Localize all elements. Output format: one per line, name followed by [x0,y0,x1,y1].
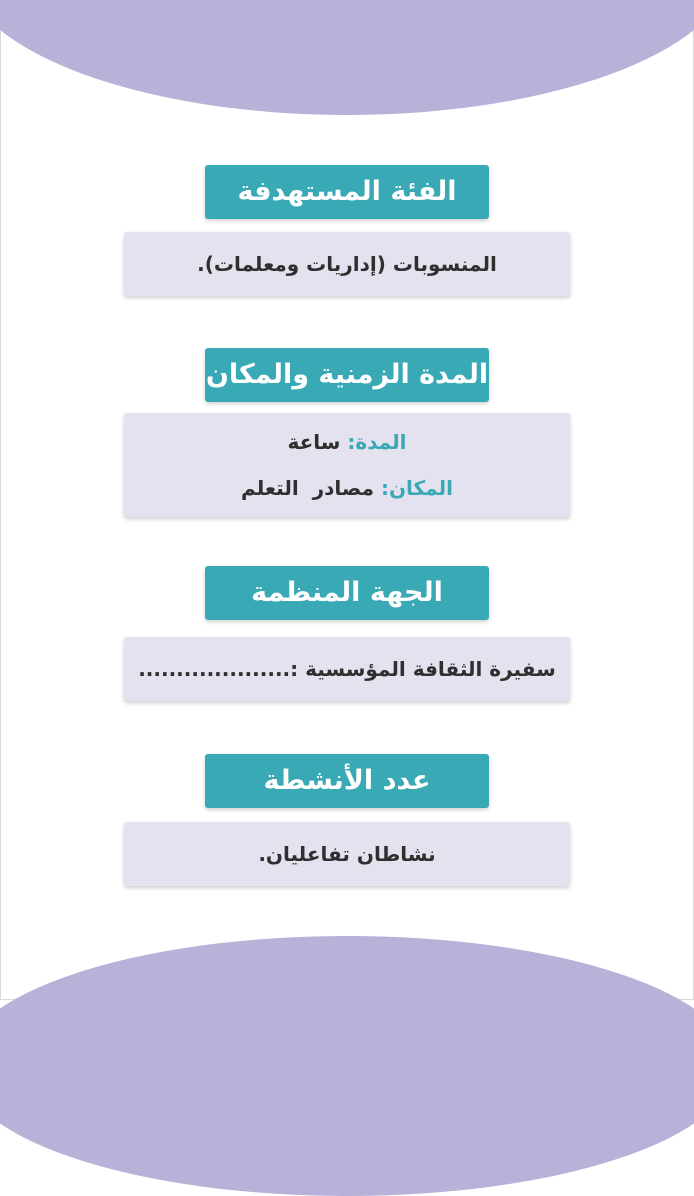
target-audience-box [124,232,570,296]
target-audience-text: المنسوبات (إداريات ومعلمات). [197,252,497,276]
target-audience-heading: الفئة المستهدفة [205,165,489,219]
duration-value: ساعة [287,430,341,454]
organizer-text: سفيرة الثقافة المؤسسية :.................... [138,657,556,681]
duration-place-heading: المدة الزمنية والمكان [205,348,489,402]
activities-count-text: نشاطان تفاعليان. [258,842,436,866]
organizer-box [124,637,570,701]
activities-count-box [124,822,570,886]
duration-label: المدة: [347,430,407,454]
bottom-wave-decoration [0,936,694,1196]
place-label: المكان: [380,476,453,500]
place-value: مصادر التعلم [241,476,374,500]
duration-line [124,419,570,465]
organizer-heading: الجهة المنظمة [205,566,489,620]
place-line [124,465,570,511]
duration-place-box [124,413,570,517]
activities-count-heading: عدد الأنشطة [205,754,489,808]
